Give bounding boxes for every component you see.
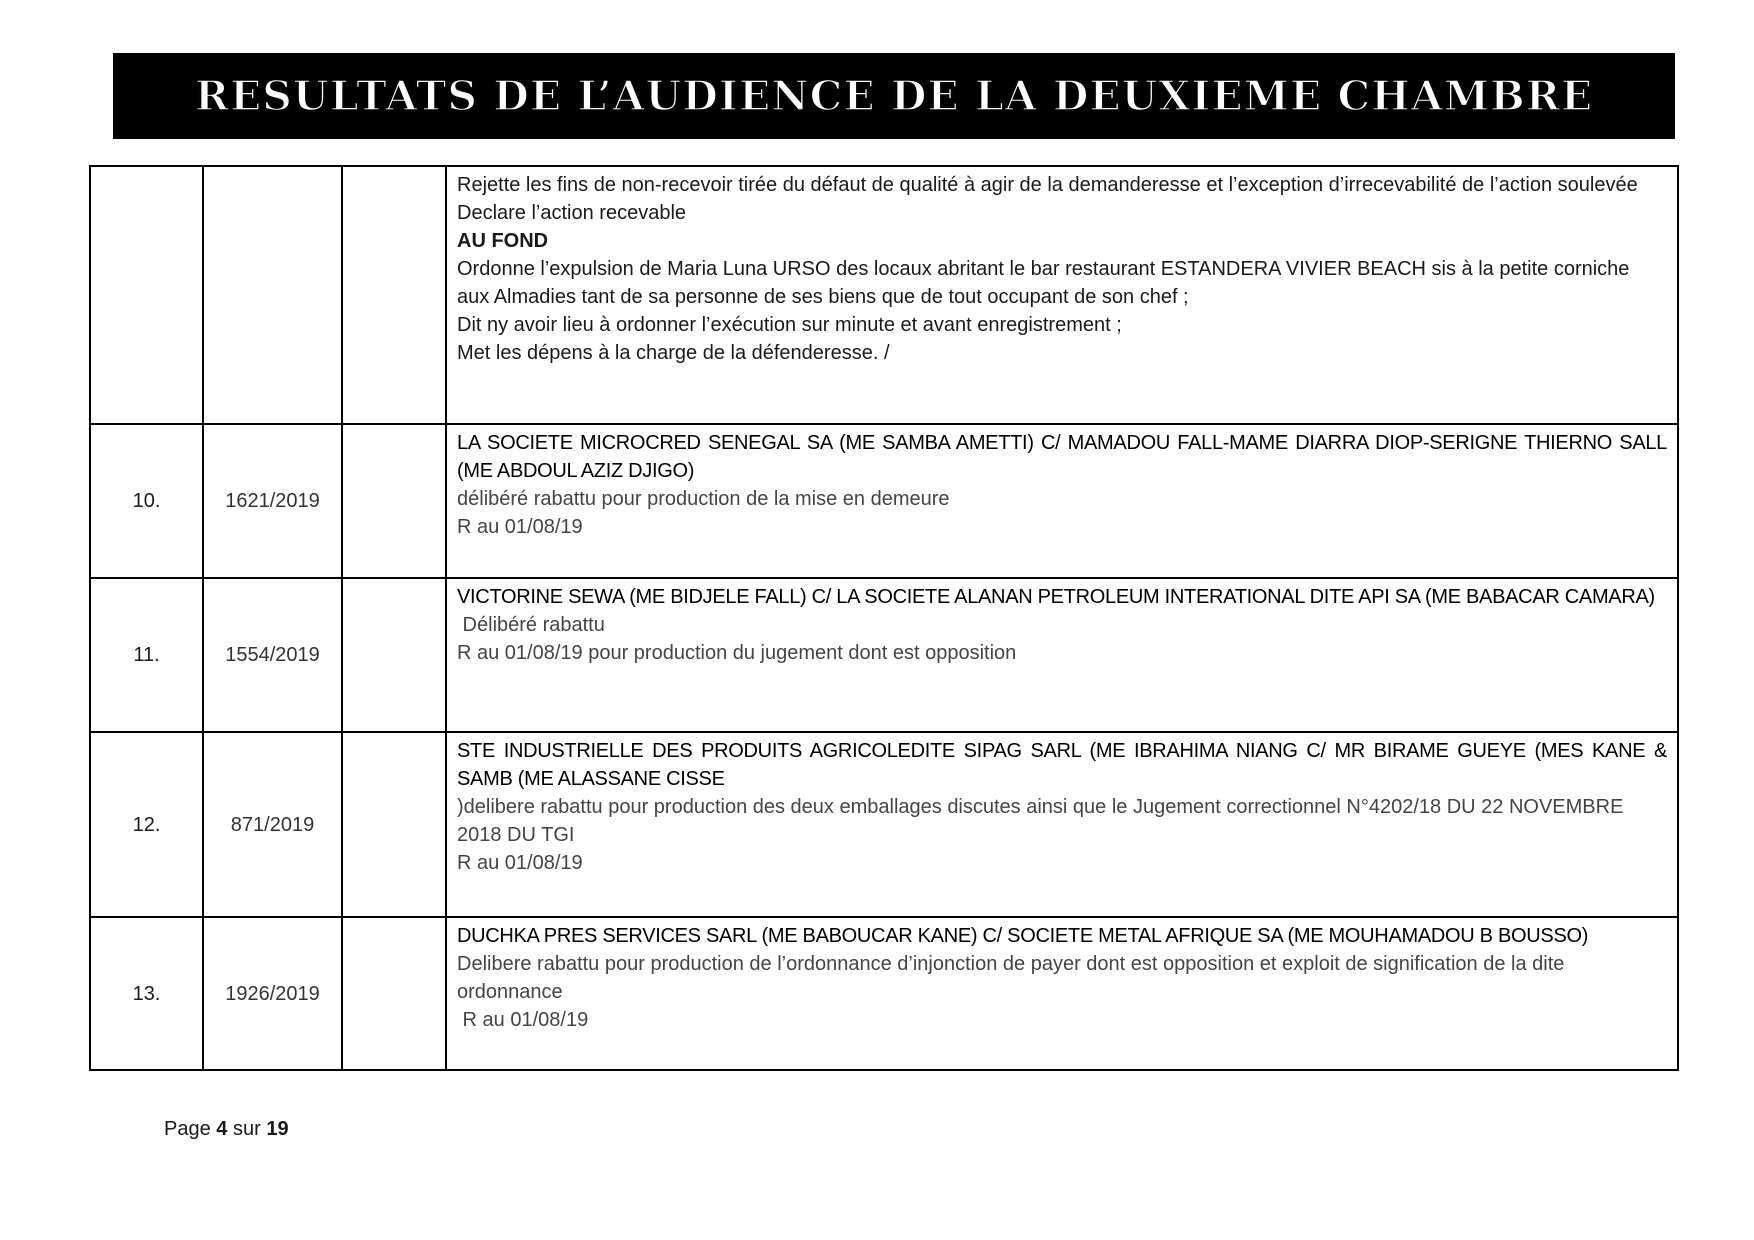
cell-number xyxy=(90,166,203,424)
case-decision: R au 01/08/19 xyxy=(457,1009,589,1031)
case-parties: VICTORINE SEWA (ME BIDJELE FALL) C/ LA SOCIETE ALANAN PETROLEUM INTERATIONAL DITE API SA (ME BABACAR CAMARA) xyxy=(457,586,1655,608)
header-banner xyxy=(113,53,1675,139)
table-row xyxy=(90,578,1678,732)
case-ref: 1926/2019 xyxy=(203,917,342,1070)
case-parties: DUCHKA PRES SERVICES SARL (ME BABOUCAR KANE) C/ SOCIETE METAL AFRIQUE SA (ME MOUHAMADOU B BOUSSO) xyxy=(457,925,1589,947)
cell-content xyxy=(446,578,1678,732)
text-line: Dit ny avoir lieu à ordonner l’exécution sur minute et avant enregistrement ; xyxy=(457,314,1122,336)
cell-content xyxy=(446,917,1678,1070)
case-number: 11. xyxy=(90,578,203,732)
case-number: 12. xyxy=(90,732,203,917)
page-total: 19 xyxy=(266,1118,289,1140)
text-line: Met les dépens à la charge de la défenderesse. / xyxy=(457,342,890,364)
section-heading: AU FOND xyxy=(457,230,549,252)
case-parties: STE INDUSTRIELLE DES PRODUITS AGRICOLEDITE SIPAG SARL (ME IBRAHIMA NIANG C/ MR BIRAME GUEYE (MES KANE & SAMB (ME ALASSANE CISSE xyxy=(457,740,1667,790)
case-number: 10. xyxy=(90,424,203,578)
case-ref: 1554/2019 xyxy=(203,578,342,732)
text-line: Ordonne l’expulsion de Maria Luna URSO des locaux abritant le bar restaurant ESTANDERA VIVIER BEACH sis à la petite corniche aux Almadies tant de sa personne de ses biens que de tout occupant de son chef ; xyxy=(457,258,1630,308)
cell-content xyxy=(446,732,1678,917)
case-decision: R au 01/08/19 pour production du jugement dont est opposition xyxy=(457,642,1017,664)
table-row-continuation xyxy=(90,166,1678,424)
cell-empty xyxy=(342,166,446,424)
page-label: Page xyxy=(164,1118,211,1140)
case-decision: )delibere rabattu pour production des deux emballages discutes ainsi que le Jugement correctionnel N°4202/18 DU 22 NOVEMBRE 2018 DU TGI xyxy=(457,796,1624,846)
text-line: Rejette les fins de non-recevoir tirée du défaut de qualité à agir de la demanderesse et l’exception d’irrecevabilité de l’action soulevée xyxy=(457,174,1638,196)
table-row xyxy=(90,732,1678,917)
results-table xyxy=(89,165,1679,1071)
cell-empty xyxy=(342,917,446,1070)
cell-empty xyxy=(342,424,446,578)
page-number: 4 xyxy=(216,1118,228,1140)
cell-ref xyxy=(203,166,342,424)
cell-content xyxy=(446,166,1678,424)
page-footer xyxy=(164,1118,289,1141)
cell-empty xyxy=(342,732,446,917)
case-decision: Délibéré rabattu xyxy=(457,614,605,636)
case-parties: LA SOCIETE MICROCRED SENEGAL SA (ME SAMBA AMETTI) C/ MAMADOU FALL-MAME DIARRA DIOP-SERIGNE THIERNO SALL (ME ABDOUL AZIZ DJIGO) xyxy=(457,432,1667,482)
page-title: RESULTATS DE L’AUDIENCE DE LA DEUXIEME CHAMBRE xyxy=(194,72,1594,120)
cell-empty xyxy=(342,578,446,732)
case-ref: 871/2019 xyxy=(203,732,342,917)
case-ref: 1621/2019 xyxy=(203,424,342,578)
case-decision: R au 01/08/19 xyxy=(457,852,583,874)
table-row xyxy=(90,424,1678,578)
case-decision: Delibere rabattu pour production de l’ordonnance d’injonction de payer dont est opposition et exploit de signification de la dite ordonnance xyxy=(457,953,1565,1003)
text-line: Declare l’action recevable xyxy=(457,202,687,224)
table-row xyxy=(90,917,1678,1070)
cell-content xyxy=(446,424,1678,578)
case-decision: délibéré rabattu pour production de la mise en demeure xyxy=(457,488,950,510)
case-number: 13. xyxy=(90,917,203,1070)
case-decision: R au 01/08/19 xyxy=(457,516,583,538)
page-sur: sur xyxy=(232,1118,261,1140)
